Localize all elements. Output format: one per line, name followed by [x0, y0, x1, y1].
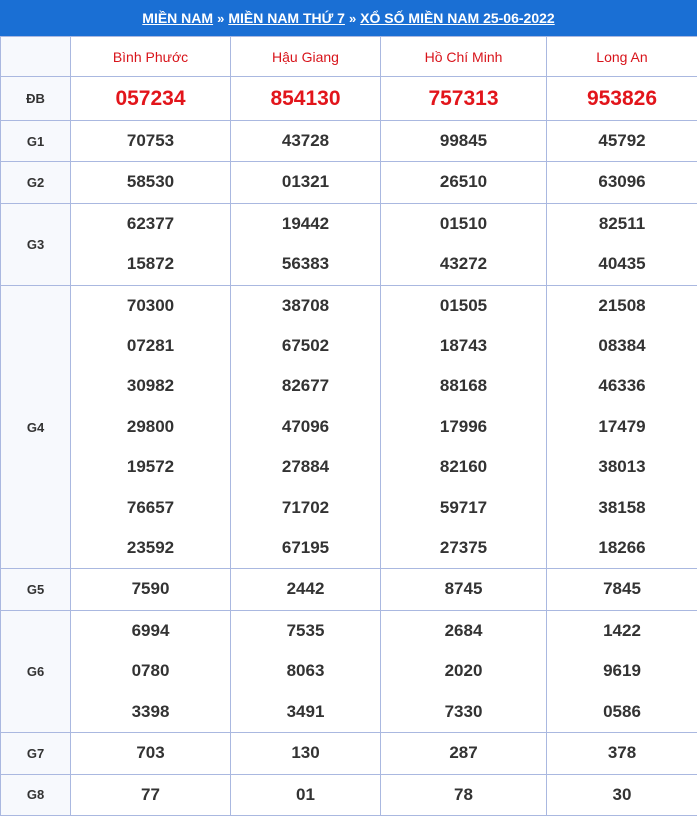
breadcrumb-separator: » [217, 11, 224, 26]
prize-number: 43272 [381, 244, 546, 284]
prize-label: ĐB [1, 77, 71, 121]
prize-number: 18743 [381, 326, 546, 366]
prize-number: 7845 [547, 569, 697, 609]
prize-number: 63096 [547, 162, 697, 202]
prize-cell [71, 77, 231, 121]
prize-cell [381, 77, 547, 121]
prize-label: G8 [1, 774, 71, 815]
prize-number: 2020 [381, 651, 546, 691]
prize-number: 19572 [71, 447, 230, 487]
prize-cell [71, 121, 231, 162]
prize-number: 38158 [547, 488, 697, 528]
prize-cell [547, 77, 697, 121]
prize-number: 58530 [71, 162, 230, 202]
prize-number: 45792 [547, 121, 697, 161]
prize-cell [231, 569, 381, 610]
prize-number: 15872 [71, 244, 230, 284]
special-prize-number: 757313 [381, 87, 546, 111]
special-prize-number: 057234 [71, 87, 230, 111]
prize-cell [71, 162, 231, 203]
prize-cell [547, 774, 697, 815]
prize-number: 2684 [381, 611, 546, 651]
prize-number: 287 [381, 733, 546, 773]
prize-number: 67502 [231, 326, 380, 366]
prize-cell [547, 610, 697, 732]
prize-number: 56383 [231, 244, 380, 284]
prize-number: 46336 [547, 366, 697, 406]
prize-row [1, 569, 697, 610]
prize-cell [381, 162, 547, 203]
prize-cell [231, 774, 381, 815]
prize-cell [547, 121, 697, 162]
prize-number: 47096 [231, 407, 380, 447]
prize-number: 17479 [547, 407, 697, 447]
prize-cell [71, 285, 231, 569]
province-binh-phuoc[interactable]: Bình Phước [71, 37, 231, 77]
special-prize-number: 854130 [231, 87, 380, 111]
prize-row [1, 203, 697, 285]
prize-number: 88168 [381, 366, 546, 406]
prize-number: 6994 [71, 611, 230, 651]
breadcrumb-link-xo-so-date[interactable]: XỔ SỐ MIỀN NAM 25-06-2022 [360, 10, 555, 26]
prize-number: 76657 [71, 488, 230, 528]
prize-number: 9619 [547, 651, 697, 691]
prize-number: 19442 [231, 204, 380, 244]
prize-cell [381, 774, 547, 815]
prize-number: 82677 [231, 366, 380, 406]
prize-number: 1422 [547, 611, 697, 651]
prize-cell [381, 121, 547, 162]
prize-number: 18266 [547, 528, 697, 568]
prize-label: G6 [1, 610, 71, 732]
prize-number: 38013 [547, 447, 697, 487]
prize-row [1, 285, 697, 569]
prize-cell [231, 162, 381, 203]
prize-number: 23592 [71, 528, 230, 568]
corner-cell [1, 37, 71, 77]
prize-number: 21508 [547, 286, 697, 326]
breadcrumb-link-mien-nam-thu-7[interactable]: MIỀN NAM THỨ 7 [228, 10, 345, 26]
prize-cell [547, 569, 697, 610]
breadcrumb [0, 0, 697, 36]
prize-label: G3 [1, 203, 71, 285]
prize-number: 7590 [71, 569, 230, 609]
prize-number: 130 [231, 733, 380, 773]
prize-row [1, 610, 697, 732]
prize-cell [71, 774, 231, 815]
prize-number: 2442 [231, 569, 380, 609]
prize-number: 7535 [231, 611, 380, 651]
province-hau-giang[interactable]: Hậu Giang [231, 37, 381, 77]
prize-label: G2 [1, 162, 71, 203]
prize-cell [547, 203, 697, 285]
prize-cell [231, 121, 381, 162]
prize-number: 62377 [71, 204, 230, 244]
prize-cell [547, 733, 697, 774]
prize-number: 43728 [231, 121, 380, 161]
prize-number: 82160 [381, 447, 546, 487]
results-table [0, 36, 697, 816]
prize-row [1, 77, 697, 121]
prize-label: G4 [1, 285, 71, 569]
prize-number: 0586 [547, 692, 697, 732]
prize-cell [381, 203, 547, 285]
prize-number: 40435 [547, 244, 697, 284]
prize-number: 29800 [71, 407, 230, 447]
prize-number: 08384 [547, 326, 697, 366]
prize-cell [231, 610, 381, 732]
prize-row [1, 121, 697, 162]
prize-number: 82511 [547, 204, 697, 244]
prize-cell [231, 733, 381, 774]
prize-cell [71, 203, 231, 285]
prize-number: 01 [231, 775, 380, 815]
prize-number: 3398 [71, 692, 230, 732]
prize-label: G5 [1, 569, 71, 610]
prize-cell [231, 285, 381, 569]
prize-row [1, 774, 697, 815]
prize-label: G7 [1, 733, 71, 774]
prize-number: 8745 [381, 569, 546, 609]
prize-row [1, 733, 697, 774]
province-long-an[interactable]: Long An [547, 37, 697, 77]
prize-cell [231, 77, 381, 121]
prize-number: 71702 [231, 488, 380, 528]
prize-cell [547, 162, 697, 203]
prize-cell [231, 203, 381, 285]
prize-number: 07281 [71, 326, 230, 366]
prize-row [1, 162, 697, 203]
prize-cell [71, 610, 231, 732]
prize-cell [381, 610, 547, 732]
prize-number: 01321 [231, 162, 380, 202]
prize-number: 17996 [381, 407, 546, 447]
breadcrumb-separator: » [349, 11, 356, 26]
province-header-row [1, 37, 697, 77]
prize-cell [71, 733, 231, 774]
prize-number: 70300 [71, 286, 230, 326]
prize-number: 38708 [231, 286, 380, 326]
prize-label: G1 [1, 121, 71, 162]
prize-number: 99845 [381, 121, 546, 161]
prize-number: 27884 [231, 447, 380, 487]
prize-number: 67195 [231, 528, 380, 568]
prize-number: 8063 [231, 651, 380, 691]
prize-number: 30982 [71, 366, 230, 406]
prize-cell [547, 285, 697, 569]
province-ho-chi-minh[interactable]: Hồ Chí Minh [381, 37, 547, 77]
breadcrumb-link-mien-nam[interactable]: MIỀN NAM [142, 10, 213, 26]
prize-number: 70753 [71, 121, 230, 161]
prize-cell [381, 569, 547, 610]
prize-number: 77 [71, 775, 230, 815]
prize-number: 30 [547, 775, 697, 815]
prize-cell [381, 285, 547, 569]
prize-number: 59717 [381, 488, 546, 528]
prize-number: 7330 [381, 692, 546, 732]
prize-number: 3491 [231, 692, 380, 732]
prize-number: 78 [381, 775, 546, 815]
prize-number: 703 [71, 733, 230, 773]
prize-number: 26510 [381, 162, 546, 202]
prize-number: 378 [547, 733, 697, 773]
prize-number: 01505 [381, 286, 546, 326]
prize-cell [381, 733, 547, 774]
special-prize-number: 953826 [547, 87, 697, 111]
prize-number: 01510 [381, 204, 546, 244]
prize-number: 27375 [381, 528, 546, 568]
prize-number: 0780 [71, 651, 230, 691]
prize-cell [71, 569, 231, 610]
